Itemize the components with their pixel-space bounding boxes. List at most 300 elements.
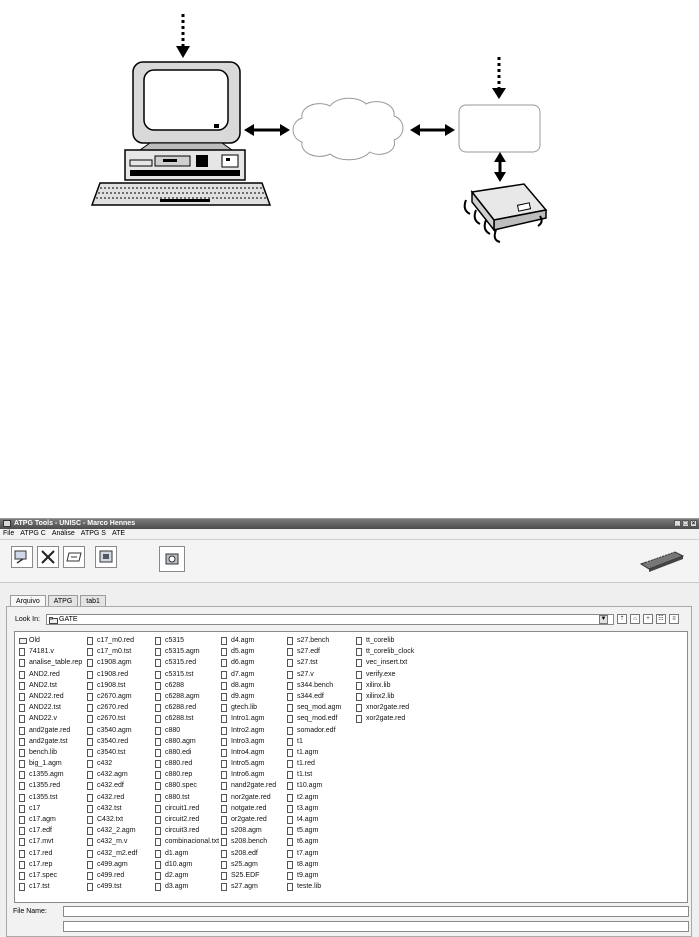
file-list-item[interactable] <box>87 758 137 769</box>
menu-atpg-c[interactable]: ATPG C <box>20 530 46 537</box>
file-icon <box>221 827 227 835</box>
file-icon <box>221 715 227 723</box>
file-list-item-label: s27.agm <box>231 883 258 891</box>
file-list-item[interactable] <box>287 736 341 747</box>
file-list-item-label: AND22.tst <box>29 704 61 712</box>
file-list-item[interactable] <box>155 780 219 791</box>
file-list-item-label: t6.agm <box>297 838 319 846</box>
file-list-item-label: t4.agm <box>297 816 319 823</box>
file-icon <box>356 659 362 667</box>
file-list-item[interactable] <box>155 691 219 702</box>
file-list-item[interactable] <box>19 680 82 691</box>
file-list-item[interactable] <box>19 769 82 780</box>
file-icon <box>221 771 227 779</box>
file-list-item-label: c432.tst <box>97 804 122 812</box>
file-list-item[interactable] <box>221 792 276 803</box>
file-icon <box>155 883 161 891</box>
file-icon <box>356 715 362 723</box>
file-icon <box>221 861 227 869</box>
file-icon <box>287 883 293 891</box>
file-list-item[interactable] <box>87 725 137 736</box>
file-icon <box>19 682 25 690</box>
file-icon <box>155 794 161 802</box>
file-list-item-label: d8.agm <box>231 681 255 689</box>
look-in-combo[interactable] <box>46 614 614 625</box>
file-icon <box>356 671 362 679</box>
file-list-item[interactable] <box>356 646 414 657</box>
file-list-item[interactable] <box>87 736 137 747</box>
file-icon <box>19 838 25 846</box>
file-list-item[interactable] <box>221 702 276 713</box>
file-list-item[interactable] <box>221 635 276 646</box>
file-list-item[interactable] <box>287 702 341 713</box>
file-list-item[interactable] <box>155 870 219 881</box>
file-list-item[interactable] <box>87 870 137 881</box>
close-window-button[interactable]: × <box>691 521 696 527</box>
file-list-item[interactable] <box>155 825 219 836</box>
file-list-item[interactable] <box>287 870 341 881</box>
menu-file[interactable]: File <box>3 530 15 537</box>
file-list-item-label: c17_m0.red <box>97 637 134 644</box>
file-list-item-label: t5.agm <box>297 827 319 835</box>
file-list-item[interactable] <box>221 769 276 780</box>
file-list-item[interactable] <box>356 680 414 691</box>
file-list-item[interactable] <box>287 747 341 758</box>
file-list-item-label: d4.agm <box>231 637 255 644</box>
file-icon <box>356 637 362 645</box>
file-list-item[interactable] <box>221 691 276 702</box>
delete-button[interactable] <box>37 546 59 568</box>
file-list-item-label: Intro2.agm <box>231 726 265 734</box>
file-icon <box>19 827 25 835</box>
file-list-item[interactable] <box>221 870 276 881</box>
file-icon <box>221 738 227 746</box>
file-list-item[interactable] <box>287 803 341 814</box>
up-folder-icon[interactable]: ⇡ <box>617 614 627 624</box>
file-list-item[interactable] <box>19 758 82 769</box>
file-list-item-label: c432.agm <box>97 771 128 779</box>
file-list-item[interactable] <box>155 736 219 747</box>
file-list-item[interactable] <box>19 657 82 668</box>
tester-input-arrow <box>492 57 506 99</box>
file-list-item[interactable] <box>155 646 219 657</box>
file-icon <box>221 648 227 656</box>
file-icon <box>155 850 161 858</box>
file-list-item[interactable] <box>155 848 219 859</box>
file-list-item-label: c17.mvt <box>29 838 54 846</box>
file-list-item[interactable] <box>287 725 341 736</box>
file-list-item[interactable] <box>287 669 341 680</box>
menu-atpg-s[interactable]: ATPG S <box>80 530 106 537</box>
file-list-item[interactable] <box>155 725 219 736</box>
file-list-item[interactable] <box>356 657 414 668</box>
file-list-item[interactable] <box>87 713 137 724</box>
file-list-item[interactable] <box>221 680 276 691</box>
file-list-item-label: c432 <box>97 760 113 768</box>
file-list-item-label: c17.spec <box>29 871 58 879</box>
file-type-input[interactable] <box>63 921 689 932</box>
file-list-item[interactable] <box>287 758 341 769</box>
file-list-item[interactable] <box>221 881 276 892</box>
file-list-item-label: c880.red <box>165 760 193 768</box>
file-icon <box>221 782 227 790</box>
file-icon <box>287 805 293 813</box>
file-list-item[interactable] <box>19 859 82 870</box>
file-list-item[interactable] <box>221 669 276 680</box>
file-list-item[interactable] <box>287 881 341 892</box>
file-list-item-label: AND2.red <box>29 670 60 678</box>
file-list-item[interactable] <box>19 725 82 736</box>
file-list-item[interactable] <box>19 848 82 859</box>
file-list-item[interactable] <box>287 635 341 646</box>
file-icon <box>287 850 293 858</box>
look-in-label: Look In: <box>15 616 40 623</box>
link-arrow-tester-chip <box>494 152 506 182</box>
file-icon <box>221 693 227 701</box>
file-list-item-label: AND2.tst <box>29 681 58 689</box>
file-list-item[interactable] <box>87 646 137 657</box>
file-icon <box>287 637 293 645</box>
file-list-item-label: c17 <box>29 804 41 812</box>
file-name-input[interactable] <box>63 906 689 917</box>
file-list-item[interactable] <box>87 836 137 847</box>
file-list-item-label: c432_m.v <box>97 838 128 846</box>
file-list-item[interactable] <box>221 657 276 668</box>
file-list-item[interactable] <box>87 848 137 859</box>
file-list-item[interactable] <box>287 825 341 836</box>
file-list-item[interactable] <box>87 657 137 668</box>
file-list-item[interactable] <box>221 780 276 791</box>
menu-analise[interactable]: Análise <box>51 530 75 537</box>
file-icon <box>155 760 161 768</box>
new-folder-icon[interactable]: + <box>643 614 653 624</box>
tab-atpg[interactable]: ATPG <box>48 595 79 607</box>
file-list-item-label: c432.edf <box>97 782 124 790</box>
file-icon <box>221 838 227 846</box>
file-icon <box>87 648 93 656</box>
file-list-item[interactable] <box>19 713 82 724</box>
file-list-item[interactable] <box>87 691 137 702</box>
file-list-item[interactable] <box>155 769 219 780</box>
file-list-item-label: Intro6.agm <box>231 771 265 779</box>
file-list-item[interactable] <box>221 736 276 747</box>
file-list-item[interactable] <box>221 836 276 847</box>
file-list-item[interactable] <box>87 780 137 791</box>
file-icon <box>19 805 25 813</box>
file-list-item[interactable] <box>356 713 414 724</box>
file-list-item[interactable] <box>221 848 276 859</box>
file-list-item[interactable] <box>155 758 219 769</box>
file-icon <box>287 838 293 846</box>
file-list-item[interactable] <box>19 736 82 747</box>
file-list-item-label: c6288.tst <box>165 715 194 723</box>
file-list-item-label: c1355.tst <box>29 793 58 801</box>
file-icon <box>19 760 25 768</box>
file-list-item-label: t7.agm <box>297 849 319 857</box>
window-titlebar <box>0 519 699 529</box>
file-icon <box>87 872 93 880</box>
file-list-item[interactable] <box>356 702 414 713</box>
file-list-item[interactable] <box>155 702 219 713</box>
file-list-item-label: t1.red <box>297 760 315 768</box>
file-icon <box>287 715 293 723</box>
minimize-button[interactable]: _ <box>675 521 680 527</box>
file-icon <box>287 794 293 802</box>
file-icon <box>19 861 25 869</box>
query-button[interactable] <box>11 546 33 568</box>
file-icon <box>356 704 362 712</box>
file-list-item[interactable] <box>87 747 137 758</box>
file-list-item-label: c17.edf <box>29 827 52 835</box>
file-icon <box>87 682 93 690</box>
chevron-down-icon[interactable]: ▼ <box>600 616 607 622</box>
file-list-item-label: xor2gate.red <box>366 715 406 723</box>
file-icon <box>155 749 161 757</box>
file-list-item-label: c5315.tst <box>165 670 194 678</box>
file-icon <box>221 883 227 891</box>
file-list-item-label: c2670.agm <box>97 692 132 700</box>
file-list-item-label: c5315 <box>165 637 185 644</box>
file-list-item-label: c1355.red <box>29 782 61 790</box>
file-icon <box>155 738 161 746</box>
file-list-item[interactable] <box>287 859 341 870</box>
file-list-item[interactable] <box>19 702 82 713</box>
file-list-item-label: c499.tst <box>97 883 122 891</box>
file-list-item[interactable] <box>287 657 341 668</box>
file-list-item[interactable] <box>155 657 219 668</box>
file-list-item[interactable] <box>87 635 137 646</box>
file-icon <box>221 749 227 757</box>
file-list-item-label: c499.red <box>97 871 125 879</box>
file-list-item-label: seq_mod.edf <box>297 715 338 723</box>
file-icon <box>287 760 293 768</box>
file-icon <box>19 648 25 656</box>
file-icon <box>19 872 25 880</box>
file-icon <box>19 738 25 746</box>
tab-tab1[interactable]: tab1 <box>80 595 106 607</box>
file-list[interactable] <box>14 631 688 903</box>
file-list-item[interactable] <box>19 881 82 892</box>
file-list-item-label: xnor2gate.red <box>366 704 410 712</box>
file-list-item-label: c1908.tst <box>97 681 126 689</box>
file-list-item[interactable] <box>19 669 82 680</box>
file-icon <box>221 816 227 824</box>
file-list-item-label: c432.red <box>97 793 125 801</box>
file-list-item[interactable] <box>87 803 137 814</box>
file-list-item[interactable] <box>287 691 341 702</box>
file-list-item[interactable] <box>87 859 137 870</box>
file-list-item-label: c3540.red <box>97 737 129 745</box>
file-list-item[interactable] <box>221 859 276 870</box>
file-list-item[interactable] <box>19 635 82 646</box>
file-list-item[interactable] <box>287 780 341 791</box>
file-list-item-label: c880.edi <box>165 748 192 756</box>
file-icon <box>287 682 293 690</box>
file-list-item[interactable] <box>87 881 137 892</box>
file-list-item[interactable] <box>155 803 219 814</box>
file-icon <box>221 727 227 735</box>
file-icon <box>19 671 25 679</box>
file-list-item-label: s344.edf <box>297 692 324 700</box>
file-list-item[interactable] <box>221 646 276 657</box>
file-list-item-label: c2670.red <box>97 704 129 712</box>
file-chooser-panel <box>6 606 692 937</box>
file-list-item-label: bench.lib <box>29 748 58 756</box>
file-icon <box>221 872 227 880</box>
file-list-item[interactable] <box>87 702 137 713</box>
file-list-item[interactable] <box>155 713 219 724</box>
file-list-item[interactable] <box>155 792 219 803</box>
maximize-button[interactable]: □ <box>683 521 688 527</box>
file-list-item[interactable] <box>221 747 276 758</box>
tab-arquivo[interactable]: Arquivo <box>10 595 46 607</box>
file-list-item-label: d6.agm <box>231 659 255 667</box>
details-view-icon[interactable]: ≡ <box>669 614 679 624</box>
file-list-item[interactable] <box>287 792 341 803</box>
file-list-item[interactable] <box>356 635 414 646</box>
file-icon <box>155 805 161 813</box>
file-list-item[interactable] <box>221 814 276 825</box>
look-in-value: GATE <box>59 616 78 623</box>
file-list-item[interactable] <box>287 848 341 859</box>
file-list-item[interactable] <box>356 669 414 680</box>
file-icon <box>155 861 161 869</box>
file-list-item-label: AND22.v <box>29 715 58 723</box>
toolbar <box>0 540 699 583</box>
file-list-item-label: or2gate.red <box>231 816 267 823</box>
menu-ate[interactable]: ATE <box>111 530 126 537</box>
file-icon <box>87 850 93 858</box>
file-list-item[interactable] <box>155 680 219 691</box>
file-list-item[interactable] <box>19 792 82 803</box>
file-list-item-label: xilinx2.lib <box>366 692 395 700</box>
file-list-item-label: seq_mod.agm <box>297 704 342 712</box>
file-list-item-label: combinacional.txt <box>165 838 220 846</box>
file-list-item[interactable] <box>287 836 341 847</box>
link-arrow-computer-network <box>244 124 290 136</box>
image-button[interactable] <box>95 546 117 568</box>
file-icon <box>155 715 161 723</box>
file-icon <box>287 771 293 779</box>
file-list-item[interactable] <box>287 814 341 825</box>
file-list-item[interactable] <box>155 881 219 892</box>
file-list-item-label: c1908.agm <box>97 659 132 667</box>
file-list-item-label: s208.edf <box>231 849 258 857</box>
file-list-item-label: c1908.red <box>97 670 129 678</box>
file-icon <box>221 682 227 690</box>
file-column <box>356 635 414 725</box>
list-view-icon[interactable]: ☷ <box>656 614 666 624</box>
file-icon <box>155 827 161 835</box>
file-list-item-label: c17.red <box>29 849 53 857</box>
file-list-item[interactable] <box>221 758 276 769</box>
file-list-item[interactable] <box>87 825 137 836</box>
file-list-item[interactable] <box>287 713 341 724</box>
file-list-item[interactable] <box>87 769 137 780</box>
file-list-item[interactable] <box>155 747 219 758</box>
file-icon <box>287 738 293 746</box>
file-list-item[interactable] <box>19 870 82 881</box>
file-list-item-label: c6288 <box>165 681 185 689</box>
file-list-item[interactable] <box>155 635 219 646</box>
file-list-item[interactable] <box>221 725 276 736</box>
file-list-item-label: t10.agm <box>297 782 323 790</box>
file-list-item[interactable] <box>87 792 137 803</box>
file-list-item[interactable] <box>287 769 341 780</box>
file-list-item-label: vec_insert.txt <box>366 659 408 667</box>
file-list-item[interactable] <box>221 803 276 814</box>
file-list-item-label: AND22.red <box>29 692 64 700</box>
file-list-item[interactable] <box>19 691 82 702</box>
close-icon <box>40 549 56 565</box>
file-list-item-label: c880.tst <box>165 793 190 801</box>
file-icon <box>19 782 25 790</box>
install-button[interactable] <box>159 546 185 572</box>
file-icon <box>155 648 161 656</box>
file-list-item-label: c17.agm <box>29 816 56 823</box>
file-list-item[interactable] <box>221 825 276 836</box>
file-list-item[interactable] <box>19 646 82 657</box>
file-list-item-label: nand2gate.red <box>231 782 277 790</box>
file-list-item-label: tt_corelib_clock <box>366 648 415 656</box>
file-icon <box>155 693 161 701</box>
tester-box <box>459 105 540 152</box>
file-icon <box>287 872 293 880</box>
file-list-item-label: c3540.tst <box>97 748 126 756</box>
file-list-item[interactable] <box>19 814 82 825</box>
file-list-item-label: c880 <box>165 726 181 734</box>
file-column <box>155 635 219 892</box>
file-list-item-label: c17_m0.tst <box>97 648 132 656</box>
file-list-item[interactable] <box>155 859 219 870</box>
edit-button[interactable] <box>63 546 85 568</box>
file-list-item[interactable] <box>19 780 82 791</box>
file-list-item-label: Intro3.agm <box>231 737 265 745</box>
file-list-item[interactable] <box>287 646 341 657</box>
home-folder-icon[interactable]: ⌂ <box>630 614 640 624</box>
file-list-item-label: s27.v <box>297 670 314 678</box>
file-list-item[interactable] <box>19 747 82 758</box>
file-list-item[interactable] <box>155 814 219 825</box>
file-list-item[interactable] <box>155 836 219 847</box>
file-list-item[interactable] <box>287 680 341 691</box>
file-list-item-label: s27.bench <box>297 637 330 644</box>
file-list-item[interactable] <box>19 803 82 814</box>
file-icon <box>19 794 25 802</box>
file-icon <box>287 749 293 757</box>
file-list-item[interactable] <box>87 680 137 691</box>
window-title: ATPG Tools - UNISC - Marco Hennes <box>14 520 136 527</box>
computer-input-arrow <box>176 14 190 58</box>
file-list-item[interactable] <box>356 691 414 702</box>
file-icon <box>19 693 25 701</box>
file-list-item[interactable] <box>19 825 82 836</box>
file-icon <box>155 671 161 679</box>
file-list-item[interactable] <box>87 669 137 680</box>
file-list-item-label: c432_2.agm <box>97 827 136 835</box>
file-list-item[interactable] <box>19 836 82 847</box>
file-column <box>19 635 82 892</box>
file-list-item[interactable] <box>155 669 219 680</box>
file-list-item-label: t1.tst <box>297 771 313 779</box>
file-list-item-label: d5.agm <box>231 648 255 656</box>
file-list-item[interactable] <box>87 814 137 825</box>
file-list-item[interactable] <box>221 713 276 724</box>
file-list-item-label: s25.agm <box>231 860 258 868</box>
file-list-item-label: xilinx.lib <box>366 681 391 689</box>
file-list-item-label: verify.exe <box>366 670 396 678</box>
file-list-item-label: d9.agm <box>231 692 255 700</box>
